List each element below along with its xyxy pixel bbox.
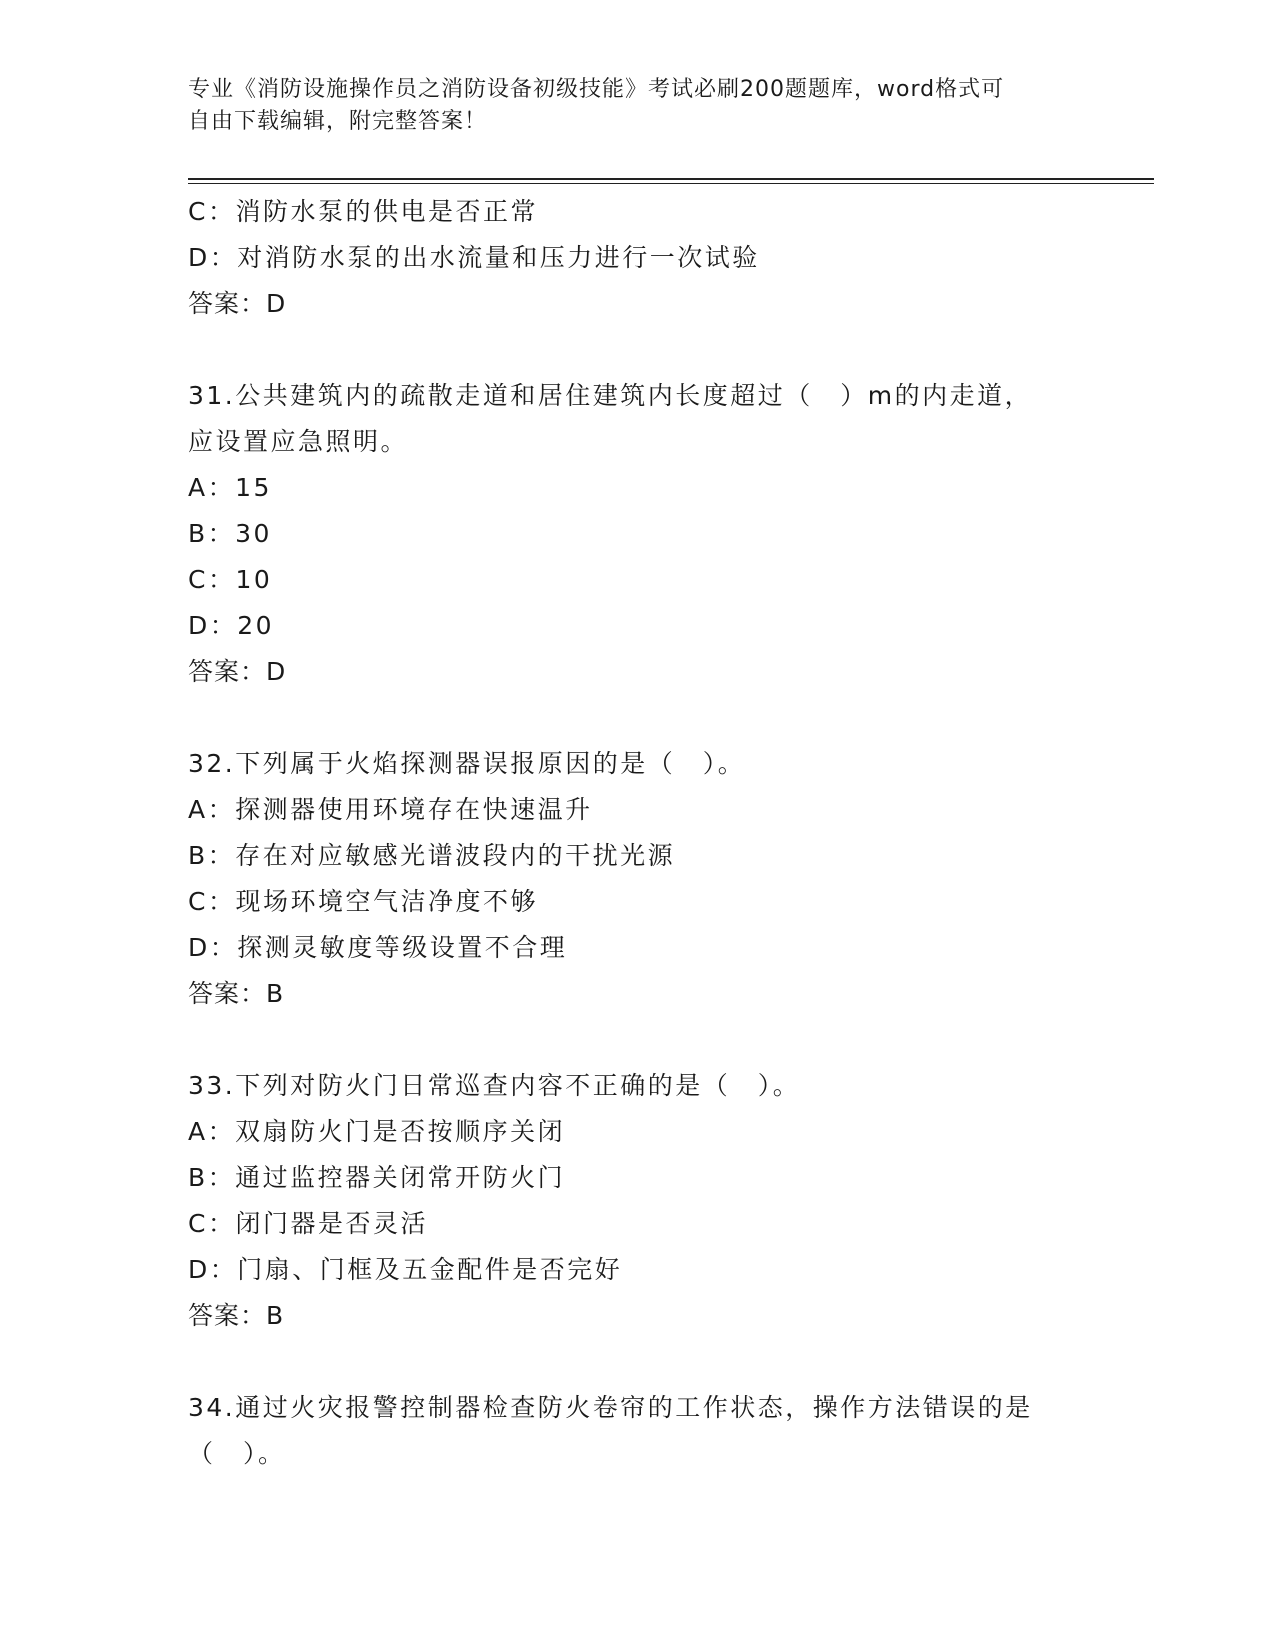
answer: 答案：B [188, 1301, 285, 1330]
option-c: C：10 [188, 565, 273, 594]
question-32 [188, 741, 1088, 1017]
spacer [188, 1339, 1088, 1385]
option-b: B：存在对应敏感光谱波段内的干扰光源 [188, 841, 676, 870]
prev-option-d: D：对消防水泵的出水流量和压力进行一次试验 [188, 243, 760, 272]
question-text-continued: （ ）。 [188, 1439, 286, 1468]
spacer [188, 695, 1088, 741]
option-b: B：30 [188, 519, 272, 548]
answer: 答案：D [188, 657, 287, 686]
question-text: 34.通过火灾报警控制器检查防火卷帘的工作状态，操作方法错误的是 [188, 1393, 1033, 1422]
option-d: D：门扇、门框及五金配件是否完好 [188, 1255, 623, 1284]
question-31 [188, 373, 1088, 695]
question-text-continued: 应设置应急照明。 [188, 427, 409, 456]
option-d: D：探测灵敏度等级设置不合理 [188, 933, 568, 962]
option-d: D：20 [188, 611, 275, 640]
spacer [188, 1017, 1088, 1063]
document-header [188, 74, 1088, 138]
answer: 答案：B [188, 979, 285, 1008]
question-33 [188, 1063, 1088, 1339]
header-line-2: 自由下载编辑，附完整答案！ [188, 109, 488, 134]
question-text: 32.下列属于火焰探测器误报原因的是（ ）。 [188, 749, 746, 778]
header-line-1: 专业《消防设施操作员之消防设备初级技能》考试必刷200题题库，word格式可 [188, 77, 1005, 102]
option-b: B：通过监控器关闭常开防火门 [188, 1163, 566, 1192]
header-rule-thick [188, 178, 1154, 180]
header-rule-thin [188, 183, 1154, 184]
option-a: A：探测器使用环境存在快速温升 [188, 795, 593, 824]
option-a: A：15 [188, 473, 272, 502]
question-text: 31.公共建筑内的疏散走道和居住建筑内长度超过（ ）m的内走道， [188, 381, 1033, 410]
option-a: A：双扇防火门是否按顺序关闭 [188, 1117, 566, 1146]
question-text: 33.下列对防火门日常巡查内容不正确的是（ ）。 [188, 1071, 801, 1100]
question-34 [188, 1385, 1088, 1477]
option-c: C：闭门器是否灵活 [188, 1209, 428, 1238]
question-list [188, 189, 1088, 1477]
option-c: C：现场环境空气洁净度不够 [188, 887, 538, 916]
spacer [188, 327, 1088, 373]
prev-option-c: C：消防水泵的供电是否正常 [188, 197, 538, 226]
prev-answer: 答案：D [188, 289, 287, 318]
